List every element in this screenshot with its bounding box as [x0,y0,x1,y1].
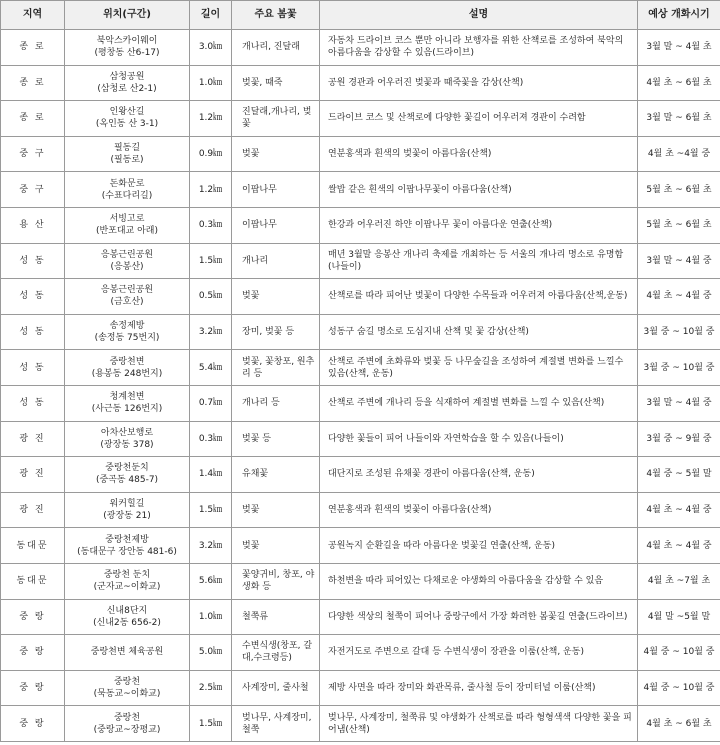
length-cell: 1.0㎞ [190,65,232,101]
location-detail: (평창동 산6-17) [94,48,160,59]
description-cell: 다양한 꽃들이 피어 나들이와 자연학습을 할 수 있음(나들이) [320,421,638,457]
location-cell [65,30,190,66]
description-cell: 자동차 드라이브 코스 뿐만 아니라 보행자를 위한 산책로를 조성하여 북악의 아름다움을 감상할 수 있음(드라이브) [320,30,638,66]
bloom-cell: 4월 중 ~ 10월 중 [638,635,720,671]
location-cell [65,563,190,599]
location-cell [65,492,190,528]
description-cell: 공원녹지 순환길을 따라 아름다운 벚꽃길 연출(산책, 운동) [320,528,638,564]
location-cell [65,314,190,350]
flowers-cell: 개나리 [232,243,320,279]
length-cell: 0.5㎞ [190,279,232,315]
table-row [1,528,720,564]
location-detail: (수표다리길) [101,190,153,201]
length-cell: 1.0㎞ [190,599,232,635]
location-detail: (중랑교~장평교) [93,724,161,735]
header-region: 지역 [1,1,65,30]
region-cell: 성 동 [1,314,65,350]
table-row [1,599,720,635]
location-name: 중랑천변 [109,356,145,367]
region-cell: 중 랑 [1,706,65,742]
bloom-cell: 3월 말 ~ 4월 초 [638,30,720,66]
table-body [1,30,720,742]
table-row [1,314,720,350]
description-cell: 성동구 숨길 명소로 도심지내 산책 및 꽃 감상(산책) [320,314,638,350]
table-row [1,172,720,208]
length-cell: 5.0㎞ [190,635,232,671]
header-description: 설명 [320,1,638,30]
region-cell: 성 동 [1,243,65,279]
location-name: 송정제방 [109,321,145,332]
location-cell [65,706,190,742]
table-row [1,385,720,421]
location-detail: (금호산) [110,297,144,308]
length-cell: 2.5㎞ [190,670,232,706]
flowers-cell: 꽃양귀비, 창포, 야생화 등 [232,563,320,599]
bloom-cell: 4월 초 ~7월 초 [638,563,720,599]
location-detail: (송정동 75번지) [94,333,160,344]
flowers-cell: 벚꽃 [232,136,320,172]
region-cell: 중 구 [1,136,65,172]
table-row [1,30,720,66]
bloom-cell: 4월 초 ~ 4월 중 [638,528,720,564]
bloom-cell: 3월 말 ~ 4월 중 [638,243,720,279]
location-detail: (용봉동 248번지) [91,368,163,379]
bloom-cell: 4월 중 ~ 10월 중 [638,670,720,706]
location-cell [65,350,190,386]
table-row [1,421,720,457]
flowers-cell: 벚꽃 [232,528,320,564]
region-cell: 중 구 [1,172,65,208]
description-cell: 하천변을 따라 피어있는 다채로운 야생화의 아름다움을 감상할 수 있음 [320,563,638,599]
flowers-cell: 수변식생(창포, 갈대,수크령등) [232,635,320,671]
location-name: 응봉근린공원 [100,285,154,296]
flowers-cell: 벚꽃, 때죽 [232,65,320,101]
table-row [1,670,720,706]
location-detail: (광장동 378) [100,439,154,450]
bloom-cell: 4월 초 ~ 6월 초 [638,706,720,742]
location-detail: (동대문구 장안동 481-6) [77,546,177,557]
description-cell: 공원 경관과 어우러진 벚꽃과 때죽꽃을 감상(산책) [320,65,638,101]
description-cell: 대단지로 조성된 유채꽃 경관이 아름다움(산책, 운동) [320,457,638,493]
bloom-cell: 3월 중 ~ 9월 중 [638,421,720,457]
location-name: 중랑천둔치 [105,463,149,474]
location-cell [65,635,190,671]
bloom-cell: 3월 중 ~ 10월 중 [638,350,720,386]
location-cell [65,101,190,137]
header-bloom: 예상 개화시기 [638,1,720,30]
header-flowers: 주요 봄꽃 [232,1,320,30]
location-cell [65,65,190,101]
bloom-cell: 5월 초 ~ 6월 초 [638,172,720,208]
flowers-cell: 사계장미, 줄사철 [232,670,320,706]
location-detail: (삼청로 산2-1) [97,83,157,94]
bloom-cell: 5월 초 ~ 6월 초 [638,207,720,243]
flowers-cell: 벚꽃 [232,492,320,528]
region-cell: 성 동 [1,279,65,315]
description-cell: 산책로 주변에 개나리 등을 식재하여 계절별 변화를 느낄 수 있음(산책) [320,385,638,421]
description-cell: 연분홍색과 흰색의 벚꽃이 아름다움(산책) [320,136,638,172]
location-cell [65,136,190,172]
length-cell: 5.4㎞ [190,350,232,386]
flowers-cell: 철쭉류 [232,599,320,635]
table-row [1,136,720,172]
description-cell: 연분홍색과 흰색의 벚꽃이 아름다움(산책) [320,492,638,528]
location-detail: (반포대교 아래) [95,226,159,237]
table-header-row [1,1,720,30]
length-cell: 3.2㎞ [190,314,232,350]
location-detail: (묵동교~이화교) [93,688,161,699]
location-detail: (신내2동 656-2) [93,617,161,628]
length-cell: 1.2㎞ [190,101,232,137]
location-cell [65,172,190,208]
location-cell [65,279,190,315]
table-row [1,65,720,101]
location-name: 신내8단지 [106,605,148,616]
location-detail: (중곡동 485-7) [95,475,159,486]
location-cell [65,421,190,457]
location-cell [65,599,190,635]
flowers-cell: 개나리 등 [232,385,320,421]
region-cell: 동대문 [1,563,65,599]
length-cell: 1.4㎞ [190,457,232,493]
flowers-cell: 벚나무, 사계장미, 철쭉 [232,706,320,742]
location-name: 중랑천변 체육공원 [90,647,164,658]
description-cell: 산책로를 따라 피어난 벚꽃이 다양한 수목들과 어우러져 아름다움(산책,운동) [320,279,638,315]
bloom-cell: 3월 중 ~ 10월 중 [638,314,720,350]
region-cell: 성 동 [1,350,65,386]
region-cell: 광 진 [1,421,65,457]
location-name: 중랑천 둔치 [103,570,151,581]
table-row [1,350,720,386]
region-cell: 종 로 [1,101,65,137]
length-cell: 1.5㎞ [190,243,232,279]
description-cell: 자전거도로 주변으로 갈대 등 수변식생이 장관을 이룸(산책, 운동) [320,635,638,671]
location-detail: (옥인동 산 3-1) [95,119,159,130]
description-cell: 다양한 색상의 철쭉이 피어나 중랑구에서 가장 화려한 봄꽃길 연출(드라이브) [320,599,638,635]
region-cell: 성 동 [1,385,65,421]
table-row [1,101,720,137]
region-cell: 광 진 [1,457,65,493]
description-cell: 제방 사면을 따라 장미와 화관목류, 줄사철 등이 장미터널 이룸(산책) [320,670,638,706]
flowers-cell: 벚꽃 [232,279,320,315]
bloom-cell: 4월 초 ~ 4월 중 [638,492,720,528]
location-name: 워커힐길 [109,499,145,510]
location-name: 인왕산길 [109,107,145,118]
location-name: 중랑천 [113,712,141,723]
bloom-cell: 4월 초 ~ 4월 중 [638,279,720,315]
region-cell: 광 진 [1,492,65,528]
location-cell [65,528,190,564]
length-cell: 1.5㎞ [190,492,232,528]
flowers-cell: 개나리, 진달래 [232,30,320,66]
length-cell: 0.9㎞ [190,136,232,172]
location-name: 서빙고로 [109,214,145,225]
location-name: 삼청공원 [109,71,145,82]
flowers-cell: 벚꽃 등 [232,421,320,457]
location-name: 중랑천제방 [105,534,149,545]
table-row [1,706,720,742]
table-row [1,492,720,528]
table-row [1,457,720,493]
length-cell: 5.6㎞ [190,563,232,599]
length-cell: 3.0㎞ [190,30,232,66]
bloom-cell: 4월 초 ~ 6월 초 [638,65,720,101]
length-cell: 1.5㎞ [190,706,232,742]
flowers-cell: 장미, 벚꽃 등 [232,314,320,350]
table-row [1,635,720,671]
location-name: 응봉근린공원 [100,249,154,260]
location-name: 필동길 [113,143,141,154]
table-row [1,243,720,279]
length-cell: 0.7㎞ [190,385,232,421]
location-detail: (군자교~이화교) [93,582,161,593]
bloom-cell: 3월 말 ~ 4월 중 [638,385,720,421]
header-location: 위치(구간) [65,1,190,30]
location-detail: (광장동 21) [103,511,151,522]
description-cell: 산책로 주변에 초화류와 벚꽃 등 나무숲길을 조성하여 계절별 변화를 느낄수 있음(산책, 운동) [320,350,638,386]
length-cell: 0.3㎞ [190,207,232,243]
bloom-cell: 4월 중 ~ 5월 말 [638,457,720,493]
location-name: 청계천변 [109,392,145,403]
length-cell: 0.3㎞ [190,421,232,457]
description-cell: 쌀밥 같은 흰색의 이팝나무꽃이 아름다움(산책) [320,172,638,208]
table-row [1,279,720,315]
flowers-cell: 벚꽃, 꽃창포, 원추리 등 [232,350,320,386]
bloom-cell: 4월 말 ~5월 말 [638,599,720,635]
flowers-cell: 유채꽃 [232,457,320,493]
description-cell: 드라이브 코스 및 산책로에 다양한 꽃길이 어우러져 경관이 수려함 [320,101,638,137]
location-cell [65,670,190,706]
location-cell [65,385,190,421]
region-cell: 중 랑 [1,635,65,671]
flowers-cell: 이팝나무 [232,207,320,243]
location-detail: (응봉산) [110,261,144,272]
bloom-cell: 3월 말 ~ 6월 초 [638,101,720,137]
location-detail: (필동로) [110,155,144,166]
location-name: 돈화문로 [109,178,145,189]
location-name: 중랑천 [113,676,141,687]
region-cell: 동대문 [1,528,65,564]
bloom-cell: 4월 초 ~4월 중 [638,136,720,172]
header-length: 길이 [190,1,232,30]
table-row [1,207,720,243]
location-name: 아차산보행로 [100,427,154,438]
length-cell: 1.2㎞ [190,172,232,208]
flowers-cell: 이팝나무 [232,172,320,208]
description-cell: 한강과 어우러진 하얀 이팝나무 꽃이 아름다운 연출(산책) [320,207,638,243]
region-cell: 종 로 [1,65,65,101]
location-cell [65,207,190,243]
location-name: 북악스카이웨이 [96,36,158,47]
location-cell [65,243,190,279]
flowers-cell: 진달래,개나리, 벚꽃 [232,101,320,137]
region-cell: 중 랑 [1,670,65,706]
length-cell: 3.2㎞ [190,528,232,564]
region-cell: 종 로 [1,30,65,66]
region-cell: 용 산 [1,207,65,243]
table-row [1,563,720,599]
location-detail: (사근동 126번지) [91,404,163,415]
region-cell: 중 랑 [1,599,65,635]
description-cell: 벚나무, 사계장미, 철쭉류 및 야생화가 산책로를 따라 형형색색 다양한 꽃을 피어냄(산책) [320,706,638,742]
location-cell [65,457,190,493]
description-cell: 매년 3월말 응봉산 개나리 축제를 개최하는 등 서울의 개나리 명소로 유명함 (나들이) [320,243,638,279]
